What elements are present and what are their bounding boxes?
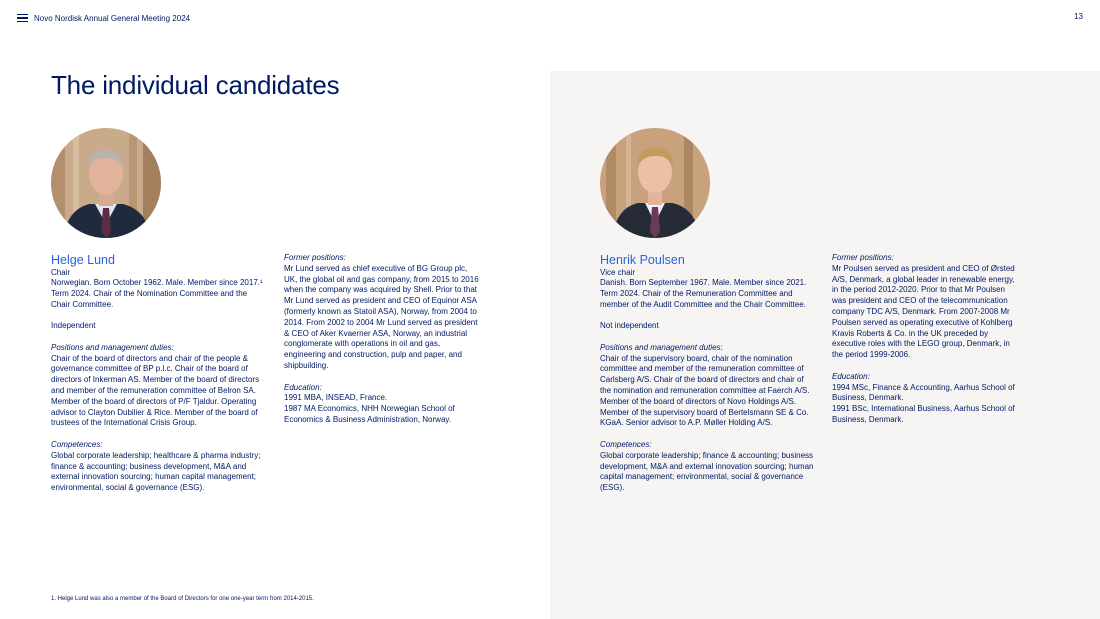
positions-heading: Positions and management duties: — [600, 342, 723, 352]
education-item: 1987 MA Economics, NHH Norwegian School of Economics & Business Administration, Norway. — [284, 404, 455, 424]
candidate-bio: Norwegian. Born October 1962. Male. Member since 2017.¹ Term 2024. Chair of the Nomination Committee and the Chair Committee. — [51, 278, 263, 309]
education-item: 1994 MSc, Finance & Accounting, Aarhus School of Business, Denmark. — [832, 382, 1015, 403]
competences-text: Global corporate leadership; healthcare & pharma industry; finance & accounting; business development, M&A and external innovation sourcing; human capital management; environmental, social & governance (ESG). — [51, 450, 261, 493]
former-positions-heading: Former positions: — [832, 253, 894, 262]
education-item: 1991 MBA, INSEAD, France. — [284, 393, 388, 403]
page-number: 13 — [1074, 12, 1083, 21]
education-heading: Education: — [284, 382, 322, 392]
competences-heading: Competences: — [600, 439, 652, 449]
candidate-profile-henrik-poulsen — [600, 253, 814, 494]
candidate-independence: Independent — [51, 321, 96, 331]
candidate-bio: Danish. Born September 1967. Male. Member since 2021. Term 2024. Chair of the Remuneration Committee and member of the Audit Committee and the Chair Committee. — [600, 278, 807, 309]
positions-text: Chair of the supervisory board, chair of the nomination committee and member of the remuneration committee of Carlsberg A/S. Chair of the board of directors and chair of the nomination and remuneration committee at Faerch A/S. Member of the board of directors of Novo Holdings A/S. Member of the supervisory board of Bertelsmann SE & Co. KGaA. Senior advisor to A.P. Møller Holding A/S. — [600, 353, 810, 428]
candidate-history-henrik-poulsen — [832, 253, 1016, 426]
former-positions-text: Mr Poulsen served as president and CEO of Ørsted A/S, Denmark, a global leader in renewable energy, in the period 2012-2020. Prior to that Mr Poulsen was president and CEO of the telecommunication company TDC A/S, Denmark. From 2007-2008 Mr Poulsen served as operating executive of Kohlberg Kravis Roberts & Co. in the UK preceded by executive roles with the LEGO group, Denmark, in the period 1999-2006. — [832, 263, 1015, 360]
page-title: The individual candidates — [51, 70, 340, 100]
candidate-portrait-helge-lund — [51, 128, 161, 238]
positions-heading: Positions and management duties: — [51, 342, 174, 352]
positions-text: Chair of the board of directors and chair of the people & governance committee of BP p.l.c. Chair of the board of directors of Inkerman AS. Member of the board of directors and member of the remuneration committee of Belron SA. Member of the board of directors of P/F Tjaldur. Operating advisor to Clayton Dubilier & Rice. Member of the board of trustees of the International Crisis Group. — [51, 353, 260, 428]
candidate-name: Helge Lund — [51, 253, 115, 267]
candidate-portrait-henrik-poulsen — [600, 128, 710, 238]
candidate-role: Chair — [51, 268, 71, 277]
competences-text: Global corporate leadership; finance & accounting; business development, M&A and external innovation sourcing; human capital management; environmental, social & governance (ESG). — [600, 450, 814, 493]
candidate-history-helge-lund — [284, 253, 480, 426]
candidate-name: Henrik Poulsen — [600, 253, 685, 267]
candidate-independence: Not independent — [600, 321, 659, 331]
education-item: 1991 BSc, International Business, Aarhus School of Business, Denmark. — [832, 404, 1015, 424]
education-heading: Education: — [832, 371, 870, 381]
former-positions-heading: Former positions: — [284, 253, 346, 262]
top-bar — [17, 12, 190, 24]
candidate-profile-helge-lund — [51, 253, 265, 494]
hamburger-menu-icon[interactable] — [17, 14, 28, 22]
footnote: 1. Helge Lund was also a member of the Board of Directors for one one-year term from 2014-2015. — [51, 596, 314, 602]
candidate-role: Vice chair — [600, 268, 635, 277]
document-title: Novo Nordisk Annual General Meeting 2024 — [34, 13, 191, 23]
competences-heading: Competences: — [51, 439, 103, 449]
former-positions-text: Mr Lund served as chief executive of BG Group plc, UK, the global oil and gas company, from 2015 to 2016 when the company was acquired by Shell. Prior to that Mr Lund served as president and CEO of Equinor ASA (formerly known as Statoil ASA), Norway, from 2004 to 2014. From 2002 to 2004 Mr Lund served as president & CEO of Aker Kvaerner ASA, Norway, an industrial conglomerate with operations in oil and gas, engineering and construction, pulp and paper, and shipbuilding. — [284, 263, 479, 370]
